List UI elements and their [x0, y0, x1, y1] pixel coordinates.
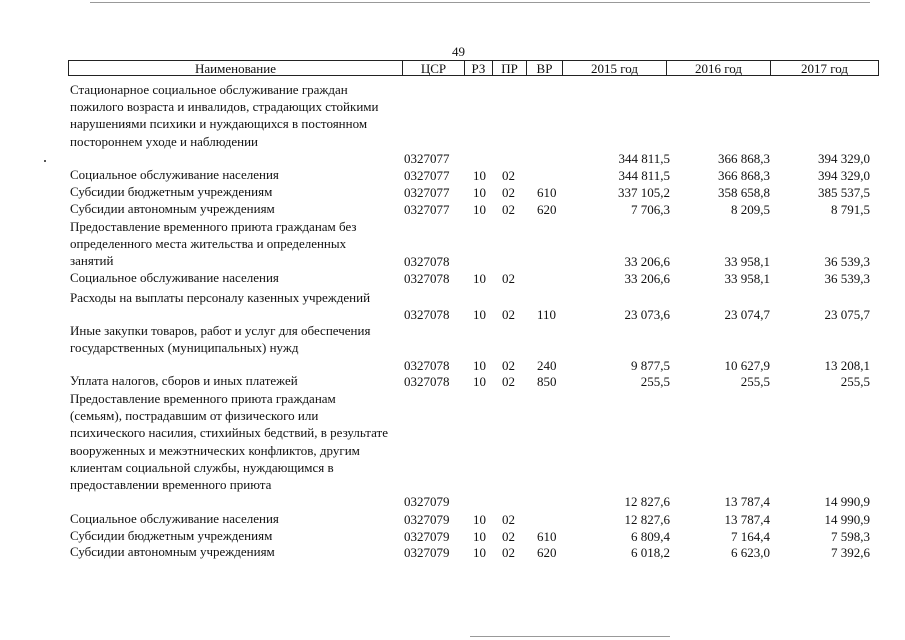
table-row — [70, 166, 880, 184]
table-row — [70, 390, 880, 510]
row-2016: 23 074,7 — [724, 306, 770, 322]
row-2017: 7 598,3 — [831, 528, 870, 544]
bottom-edge-line — [470, 636, 670, 637]
row-2016: 7 164,4 — [731, 528, 770, 544]
table-row — [70, 543, 880, 561]
row-csr: 0327077 — [404, 150, 450, 166]
row-2017: 385 537,5 — [818, 184, 870, 200]
row-2017: 36 539,3 — [824, 253, 870, 269]
row-csr: 0327078 — [404, 357, 450, 373]
row-2017: 8 791,5 — [831, 201, 870, 217]
row-vr: 240 — [537, 357, 557, 373]
row-2015: 12 827,6 — [624, 511, 670, 527]
row-rz: 10 — [473, 167, 486, 183]
table-row — [70, 183, 880, 201]
row-pr: 02 — [502, 528, 515, 544]
row-csr: 0327079 — [404, 528, 450, 544]
row-rz: 10 — [473, 511, 486, 527]
table-row — [70, 218, 880, 270]
row-2016: 10 627,9 — [724, 357, 770, 373]
row-rz: 10 — [473, 184, 486, 200]
row-csr: 0327077 — [404, 167, 450, 183]
row-csr: 0327079 — [404, 511, 450, 527]
top-edge-line — [90, 2, 870, 3]
row-name: Расходы на выплаты персоналу казенных учреждений — [70, 290, 371, 305]
table-row — [70, 81, 880, 167]
table-row — [70, 289, 880, 323]
row-2015: 344 811,5 — [618, 150, 670, 166]
row-2016: 8 209,5 — [731, 201, 770, 217]
row-2016: 33 958,1 — [724, 253, 770, 269]
row-csr: 0327078 — [404, 306, 450, 322]
row-name: Социальное обслуживание населения — [70, 511, 279, 526]
row-2017: 7 392,6 — [831, 544, 870, 560]
header-vr: ВР — [527, 61, 563, 75]
row-vr: 620 — [537, 544, 557, 560]
row-2016: 33 958,1 — [724, 270, 770, 286]
scan-speck — [44, 160, 46, 162]
row-csr: 0327079 — [404, 493, 450, 509]
row-pr: 02 — [502, 544, 515, 560]
header-pr: ПР — [493, 61, 527, 75]
row-2017: 13 208,1 — [824, 357, 870, 373]
row-pr: 02 — [502, 167, 515, 183]
row-2015: 7 706,3 — [631, 201, 670, 217]
row-name: Субсидии автономным учреждениям — [70, 544, 275, 559]
row-2017: 14 990,9 — [824, 511, 870, 527]
row-2017: 36 539,3 — [824, 270, 870, 286]
row-name: Стационарное социальное обслуживание граждан пожилого возраста и инвалидов, страдающих стойкими нарушениями психики и нуждающихся в постоянном постороннем уходе и наблюдении — [70, 82, 379, 149]
row-2017: 255,5 — [840, 373, 870, 389]
row-rz: 10 — [473, 528, 486, 544]
row-vr: 610 — [537, 528, 557, 544]
header-2015: 2015 год — [563, 61, 667, 75]
header-2017: 2017 год — [801, 61, 848, 76]
row-2016: 366 868,3 — [718, 150, 770, 166]
table-row — [70, 372, 880, 390]
row-csr: 0327077 — [404, 201, 450, 217]
header-2016: 2016 год — [667, 61, 771, 75]
row-csr: 0327078 — [404, 270, 450, 286]
row-2017: 23 075,7 — [824, 306, 870, 322]
row-pr: 02 — [502, 373, 515, 389]
row-pr: 02 — [502, 306, 515, 322]
header-name: Наименование — [69, 61, 403, 75]
row-rz: 10 — [473, 306, 486, 322]
row-2015: 337 105,2 — [618, 184, 670, 200]
row-2015: 6 809,4 — [631, 528, 670, 544]
row-name: Субсидии бюджетным учреждениям — [70, 184, 273, 199]
row-name: Предоставление временного приюта гражданам (семьям), пострадавшим от физического или психического насилия, стихийных бедствий, в результате вооруженных и межэтнических конфликтов, другим клиентам социальной службы, нуждающимся в предоставлении временного приюта — [70, 391, 389, 493]
row-vr: 850 — [537, 373, 557, 389]
row-2016: 13 787,4 — [724, 511, 770, 527]
row-csr: 0327077 — [404, 184, 450, 200]
row-2015: 255,5 — [640, 373, 670, 389]
page-number: 49 — [452, 44, 465, 59]
table-row — [70, 200, 880, 218]
row-2015: 33 206,6 — [624, 253, 670, 269]
row-2017: 14 990,9 — [824, 493, 870, 509]
row-name: Социальное обслуживание населения — [70, 167, 279, 182]
row-name: Субсидии автономным учреждениям — [70, 201, 275, 216]
row-2016: 358 658,8 — [718, 184, 770, 200]
row-name: Предоставление временного приюта гражданам без определенного места жительства и определенных занятий — [70, 219, 357, 269]
row-2017: 394 329,0 — [818, 150, 870, 166]
row-2015: 33 206,6 — [624, 270, 670, 286]
row-rz: 10 — [473, 373, 486, 389]
row-2015: 12 827,6 — [624, 493, 670, 509]
row-rz: 10 — [473, 270, 486, 286]
row-2015: 9 877,5 — [631, 357, 670, 373]
header-rz: РЗ — [465, 61, 493, 75]
row-vr: 610 — [537, 184, 557, 200]
row-csr: 0327078 — [404, 373, 450, 389]
row-pr: 02 — [502, 511, 515, 527]
row-vr: 620 — [537, 201, 557, 217]
row-2017: 394 329,0 — [818, 167, 870, 183]
table-header — [68, 60, 879, 76]
row-rz: 10 — [473, 201, 486, 217]
table-row — [70, 269, 880, 287]
row-2015: 23 073,6 — [624, 306, 670, 322]
row-pr: 02 — [502, 184, 515, 200]
row-pr: 02 — [502, 357, 515, 373]
row-2015: 344 811,5 — [618, 167, 670, 183]
row-vr: 110 — [537, 306, 557, 322]
row-name: Социальное обслуживание населения — [70, 270, 279, 285]
row-csr: 0327078 — [404, 253, 450, 269]
row-pr: 02 — [502, 201, 515, 217]
row-2016: 366 868,3 — [718, 167, 770, 183]
row-name: Иные закупки товаров, работ и услуг для обеспечения государственных (муниципальных) нужд — [70, 323, 371, 356]
row-rz: 10 — [473, 357, 486, 373]
row-name: Уплата налогов, сборов и иных платежей — [70, 373, 298, 388]
row-2016: 6 623,0 — [731, 544, 770, 560]
row-2016: 13 787,4 — [724, 493, 770, 509]
table-row — [70, 510, 880, 528]
row-name: Субсидии бюджетным учреждениям — [70, 528, 273, 543]
row-2016: 255,5 — [740, 373, 770, 389]
row-pr: 02 — [502, 270, 515, 286]
row-csr: 0327079 — [404, 544, 450, 560]
row-2015: 6 018,2 — [631, 544, 670, 560]
header-csr: ЦСР — [403, 61, 465, 75]
table-row — [70, 322, 880, 374]
row-rz: 10 — [473, 544, 486, 560]
